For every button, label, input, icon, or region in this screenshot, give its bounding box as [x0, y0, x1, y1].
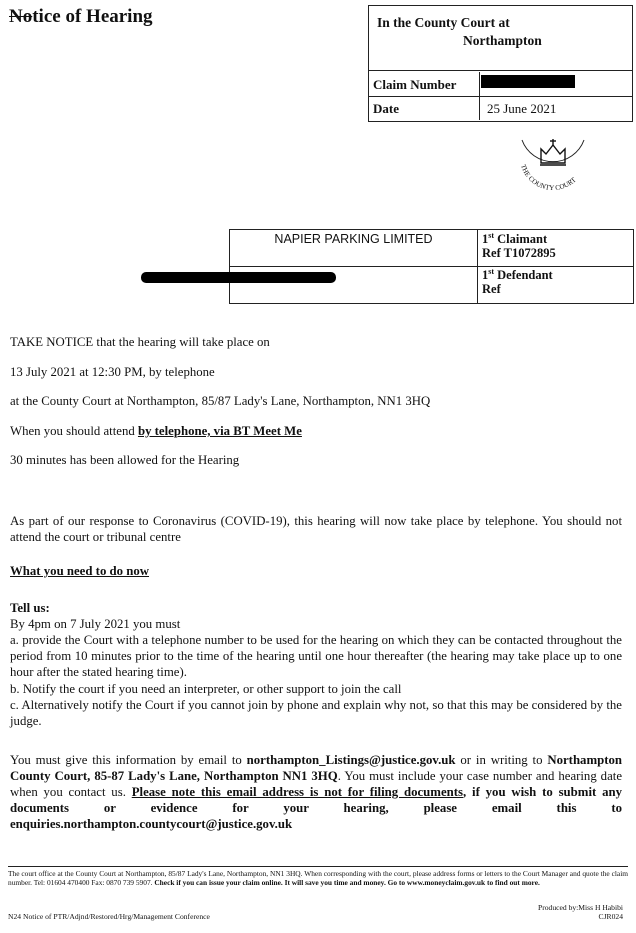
hearing-location: at the County Court at Northampton, 85/87 Lady's Lane, Northampton, NN1 3HQ — [10, 394, 431, 408]
footer-text: The court office at the County Court at Northampton, 85/87 Lady's Lane, Northampton, NN1 3HQ. When corresponding with the court, please address forms or letters to the Court Manager and quote the claim number. Tel: 01604 470400 Fax: 0870 739 5907. Check if you can issue your claim online. It will save you time and money. Go to www.moneyclaim.gov.uk to find out more. — [8, 869, 628, 887]
form-name: N24 Notice of PTR/Adjnd/Restored/Hrg/Management Conference — [8, 912, 210, 921]
what-you-need-heading: What you need to do now — [10, 564, 150, 578]
contact-instructions: You must give this information by email to northampton_Listings@justice.gov.uk or in writing to Northampton County Court, 85-87 Lady's Lane, Northampton NN1 3HQ. You must include your case number and hearing date when you contact us. Please note this email address is not for filing documents, if you wish to submit any documents or evidence for your hearing, please email this to enquiries.northampton.countycourt@justice.gov.uk — [10, 753, 623, 831]
claim-number-row — [369, 72, 632, 97]
filing-warning: Please note this email address is not for filing documents — [131, 785, 463, 799]
date-row — [369, 96, 632, 120]
covid-notice: As part of our response to Coronavirus (COVID-19), this hearing will now take place by telephone. You should not attend the court or tribunal centre — [10, 514, 622, 544]
hearing-datetime: 13 July 2021 at 12:30 PM, by telephone — [10, 365, 215, 379]
date-value: 25 June 2021 — [487, 101, 557, 116]
deadline-text: By 4pm on 7 July 2021 you must — [10, 617, 181, 631]
claimant-label: 1st Claimant Ref T1072895 — [482, 230, 556, 260]
parties-table — [229, 229, 634, 304]
moneyclaim-link[interactable]: Check if you can issue your claim online. It will save you time and money. Go to www.moneyclaim.gov.uk to find out more. — [154, 878, 540, 887]
listings-email-link[interactable]: northampton_Listings@justice.gov.uk — [246, 753, 456, 767]
court-name-cell — [369, 6, 632, 71]
instruction-a: a. provide the Court with a telephone number to be used for the hearing on which they can be contacted throughout the period from 10 minutes prior to the time of the hearing until one hour thereafter (the hearing may take place up to one hour after the stated hearing time). — [10, 633, 622, 679]
claimant-name: NAPIER PARKING LIMITED — [274, 232, 433, 246]
attend-method: by telephone, via BT Meet Me — [137, 424, 302, 438]
document-title: Notice of Hearing — [9, 6, 153, 27]
take-notice-text: TAKE NOTICE that the hearing will take place on — [10, 335, 270, 349]
seal-text: THE COUNTY COURT — [519, 163, 578, 193]
hearing-duration: 30 minutes has been allowed for the Hearing — [10, 453, 240, 467]
attend-instruction: When you should attend by telephone, via BT Meet Me — [10, 424, 302, 438]
instruction-b: b. Notify the court if you need an interpreter, or other support to join the call — [10, 682, 402, 696]
defendant-name-redaction — [141, 272, 336, 283]
produced-by: Produced by:Miss H Habibi CJR024 — [537, 903, 623, 921]
instruction-c: c. Alternatively notify the Court if you cannot join by phone and explain why not, so that this may be considered by the judge. — [10, 698, 622, 728]
claimant-ref: Ref T1072895 — [482, 246, 556, 260]
claim-number-label: Claim Number — [373, 77, 457, 92]
court-name-line2: Northampton — [463, 33, 542, 48]
court-info-box — [368, 5, 633, 122]
defendant-label: 1st Defendant Ref — [482, 266, 553, 296]
ref-code: CJR024 — [598, 912, 623, 921]
claim-number-redaction — [481, 75, 575, 88]
date-label: Date — [373, 101, 399, 116]
court-name-line1: In the County Court at — [377, 15, 510, 30]
tell-us-heading: Tell us: — [10, 601, 50, 615]
court-seal-icon — [508, 135, 598, 199]
defendant-ref: Ref — [482, 282, 501, 296]
court-address: Northampton County Court, 85-87 Lady's Lane, Northampton NN1 3HQ — [10, 753, 623, 783]
